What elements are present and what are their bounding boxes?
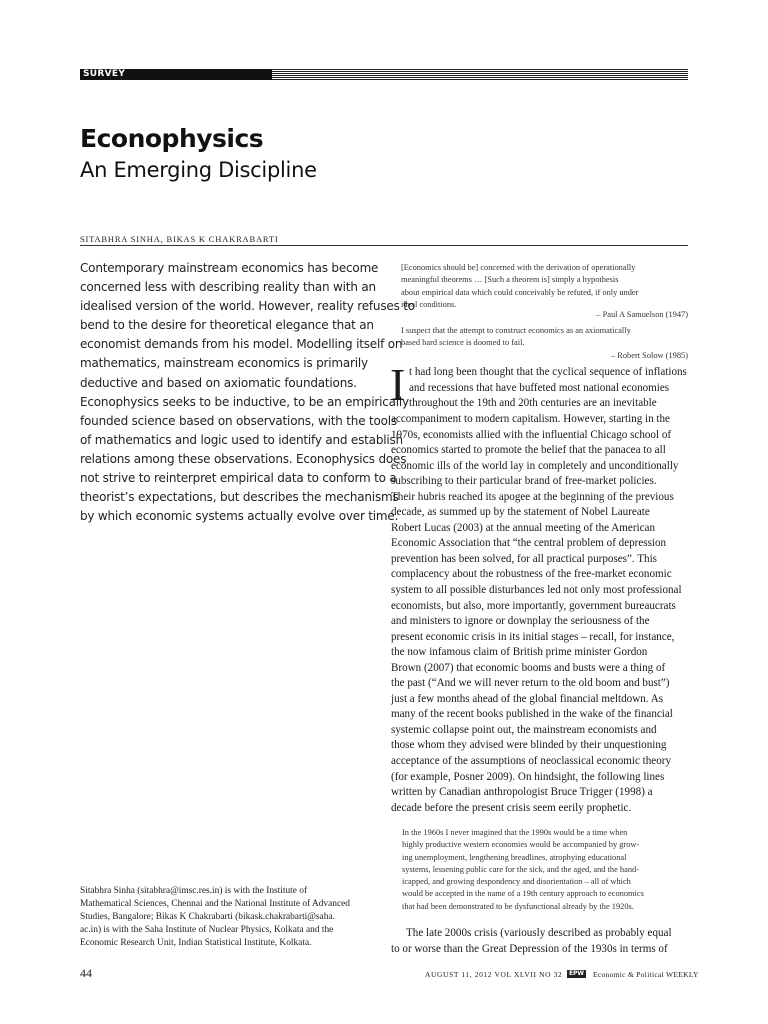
body-line: Their hubris reached its apogee at the beginning of the previous: [391, 490, 674, 503]
block-quote-line: highly productive western economies would be accompanied by grow-: [402, 840, 640, 850]
epigraph-line: [Economics should be] concerned with the derivation of operationally: [401, 263, 636, 272]
body-text: [391, 412, 689, 816]
body-line: economists, but also, more importantly, government bureaucrats: [391, 599, 676, 612]
abstract-line: economist demands from his model. Modelling itself on: [80, 337, 403, 352]
body-opening: [409, 365, 689, 412]
abstract-line: not strive to reinterpret empirical data to conform to a: [80, 471, 397, 486]
body-line: and recessions that have buffeted most national economies: [409, 381, 670, 394]
abstract-line: mathematics, mainstream economics is primarily: [80, 356, 368, 371]
body-line: many of the recent books published in the wake of the financial: [391, 708, 673, 721]
epigraph-line: meaningful theorems … [Such a theorem is] simply a hypothesis: [401, 275, 619, 285]
body-line: to or worse than the Great Depression of the 1930s in terms of: [391, 942, 668, 955]
body-line: subscribing to their particular brand of free-market policies.: [391, 475, 657, 488]
body-line: (for example, Posner 2009). On hindsight, the following lines: [391, 770, 665, 783]
abstract-line: Contemporary mainstream economics has become: [80, 261, 379, 275]
body-line: systemic collapse point out, the mainstream economists and: [391, 723, 657, 736]
body-line: Economic Association that “the central problem of depression: [391, 537, 667, 550]
abstract-line: by which economic systems actually evolve over time.: [80, 509, 399, 524]
abstract-line: idealised version of the world. However, reality refuses to: [80, 299, 415, 314]
body-line: Brown (2007) that economic booms and busts were a thing of: [391, 661, 666, 674]
abstract-line: of mathematics and logic used to identify and establish: [80, 432, 403, 447]
abstract-line: concerned less with describing reality than with an: [80, 280, 376, 295]
body-line: throughout the 19th and 20th centuries are an inevitable: [409, 397, 657, 410]
section-rule: [272, 69, 688, 80]
body-continuation: [391, 926, 689, 957]
block-quote-line: would be accepted in the name of a 19th century approach to economics: [402, 889, 644, 899]
body-line: decade before the present crisis seem eerily prophetic.: [391, 801, 632, 814]
block-quote-line: ing unemployment, lengthening breadlines, atrophying educational: [402, 852, 627, 862]
article-subtitle: An Emerging Discipline: [80, 158, 317, 182]
author-line: SITABHRA SINHA, BIKAS K CHAKRABARTI: [80, 234, 279, 244]
body-line: just a few months ahead of the global financial meltdown. As: [391, 692, 664, 705]
affiliation-line: Mathematical Sciences, Chennai and the National Institute of Advanced: [80, 899, 350, 909]
block-quote-trigger: [402, 827, 690, 913]
epigraph-solow: [401, 325, 689, 350]
abstract: [80, 259, 415, 526]
epigraph-line: about empirical data which could conceivably be refuted, if only under: [401, 287, 639, 297]
block-quote-line: systems, lessening public care for the sick, and the aged, and the hand-: [402, 864, 639, 874]
block-quote-line: In the 1960s I never imagined that the 1990s would be a time when: [402, 828, 628, 837]
body-line: acceptance of the assumptions of neoclassical economic theory: [391, 755, 672, 768]
body-line: those whom they advised were blinded by their unquestioning: [391, 739, 667, 752]
body-line: decade, as summed up by the statement of Nobel Laureate: [391, 506, 650, 519]
abstract-line: relations among these observations. Econophysics does: [80, 451, 407, 466]
body-line: t had long been thought that the cyclical sequence of inflations: [409, 366, 687, 378]
footer-issue-date: AUGUST 11, 2012 VOL XLVII NO 32: [425, 970, 563, 979]
author-rule: [80, 245, 688, 246]
section-label: SURVEY: [80, 69, 272, 80]
affiliation-line: Studies, Bangalore; Bikas K Chakrabarti (bikask.chakrabarti@saha.: [80, 912, 335, 922]
epw-logo: EPW: [568, 970, 585, 977]
body-line: system to all possible disturbances led not only most professional: [391, 584, 682, 597]
author-affiliation: [80, 885, 380, 950]
body-line: 1970s, economists allied with the influential Chicago school of: [391, 428, 672, 441]
body-line: The late 2000s crisis (variously described as probably equal: [406, 927, 672, 939]
body-line: the past (“And we will never return to the old boom and bust”): [391, 677, 670, 690]
article-title: Econophysics: [80, 124, 264, 153]
epigraph-line: based hard science is doomed to fail.: [401, 338, 525, 348]
block-quote-line: that had been demonstrated to be dysfunctional already by the 1920s.: [402, 901, 634, 911]
body-line: economics started to promote the belief that the panacea to all: [391, 444, 666, 457]
abstract-line: founded science based on observations, with the tools: [80, 413, 397, 428]
body-line: the now infamous claim of British prime minister Gordon: [391, 646, 648, 659]
affiliation-line: ac.in) is with the Saha Institute of Nuclear Physics, Kolkata and the: [80, 925, 334, 935]
affiliation-line: Sitabhra Sinha (sitabhra@imsc.res.in) is with the Institute of: [80, 886, 308, 896]
body-line: accompaniment to modern capitalism. However, starting in the: [391, 413, 670, 425]
abstract-line: Econophysics seeks to be inductive, to be an empirically: [80, 394, 409, 409]
body-line: and ministers to ignore or downplay the seriousness of the: [391, 615, 650, 628]
block-quote-line: icapped, and growing despondency and disorientation – all of which: [402, 877, 631, 887]
epigraph-solow-attribution: – Robert Solow (1985): [611, 351, 688, 360]
epigraph-line: I suspect that the attempt to construct economics as an axiomatically: [401, 326, 631, 335]
abstract-line: bend to the desire for theoretical elegance that an: [80, 318, 374, 333]
epigraph-samuelson: [401, 262, 689, 311]
body-line: present economic crisis in its initial stages – recall, for instance,: [391, 630, 675, 643]
footer-journal-name: Economic & Political WEEKLY: [593, 970, 699, 979]
epigraph-samuelson-attribution: – Paul A Samuelson (1947): [596, 310, 688, 319]
page-number: 44: [80, 966, 92, 980]
body-line: Robert Lucas (2003) at the annual meeting of the American: [391, 521, 656, 534]
abstract-line: theorist’s expectations, but describes the mechanisms: [80, 490, 399, 505]
affiliation-line: Economic Research Unit, Indian Statistical Institute, Kolkata.: [80, 938, 312, 948]
abstract-line: deductive and based on axiomatic foundations.: [80, 375, 357, 390]
drop-cap: I: [390, 359, 406, 410]
body-line: written by Canadian anthropologist Bruce Trigger (1998) a: [391, 786, 653, 799]
body-line: economic ills of the world lay in completely and unconditionally: [391, 459, 679, 472]
epigraph-line: ideal conditions.: [401, 299, 457, 309]
body-line: prevention has been solved, for all practical purposes”. This: [391, 552, 657, 565]
body-line: complacency about the robustness of the free-market economic: [391, 568, 672, 581]
